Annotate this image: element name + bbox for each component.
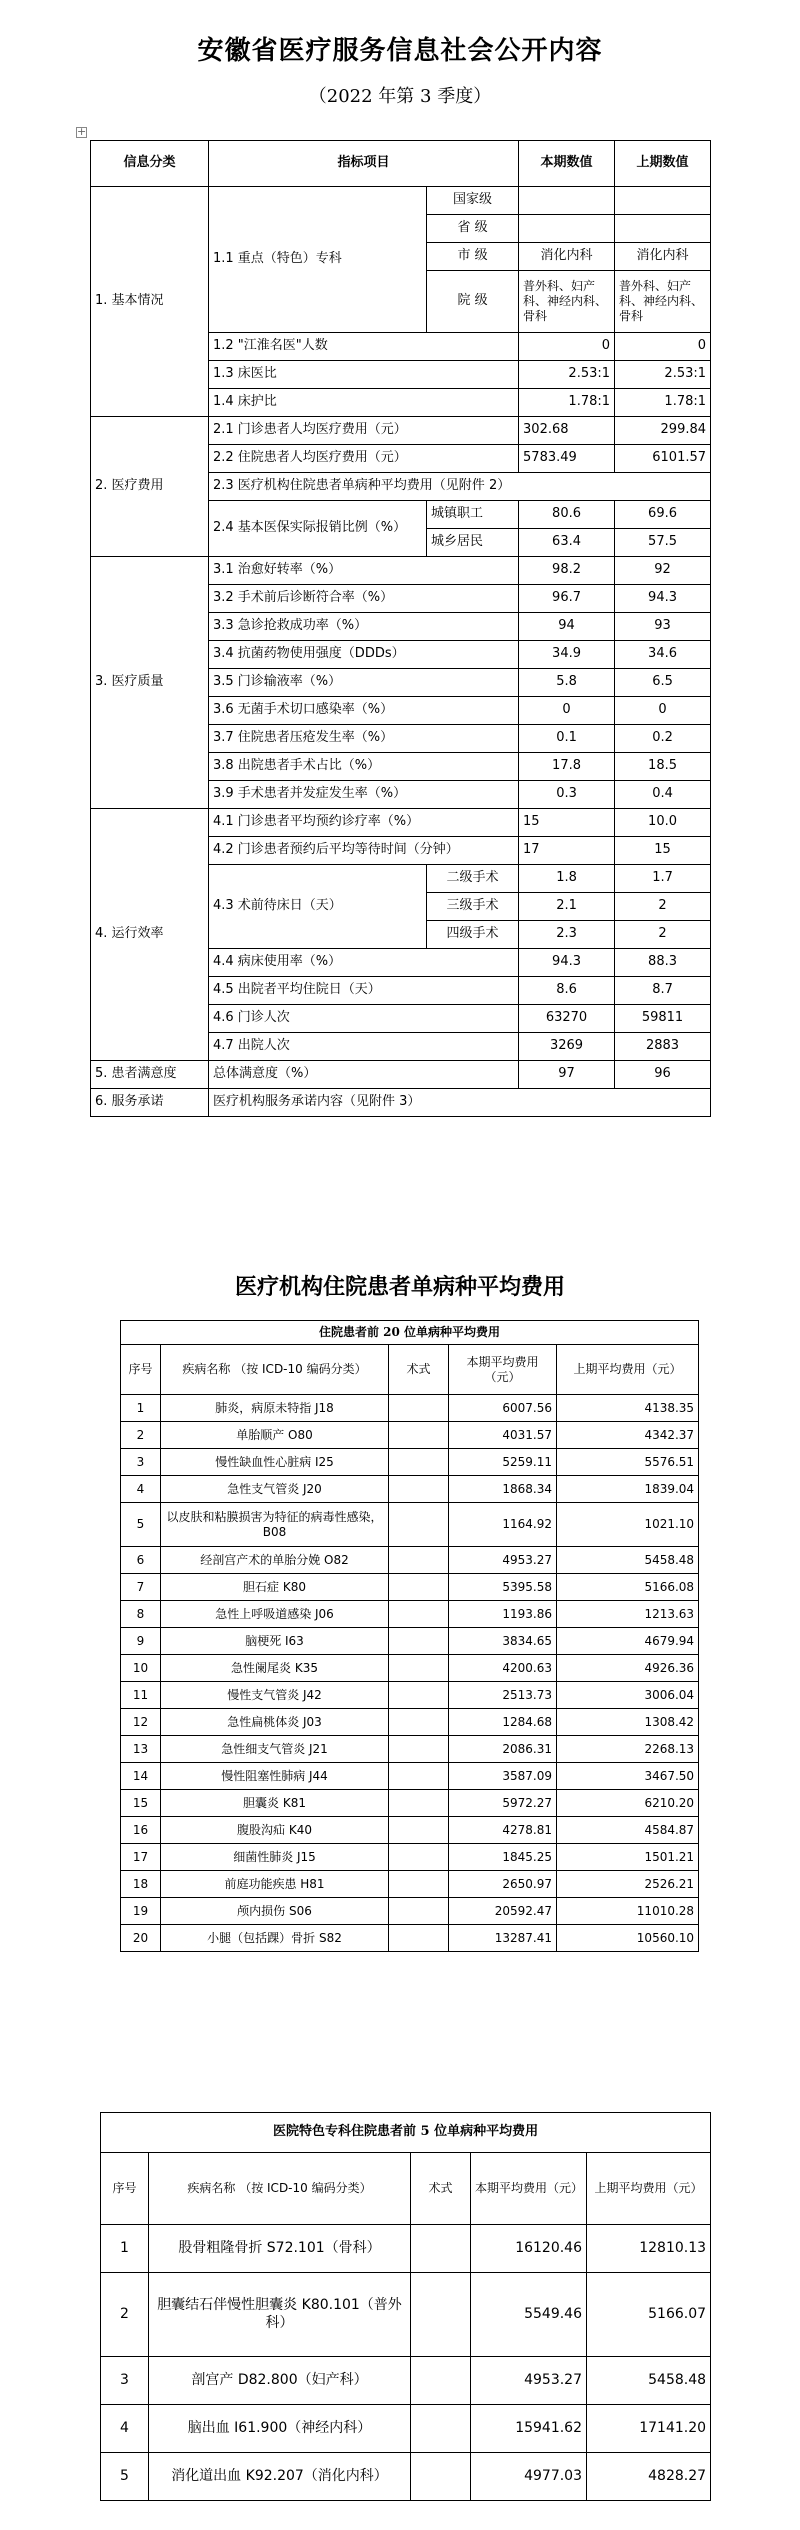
procedure [389, 1476, 449, 1503]
current-cost: 5972.27 [449, 1790, 557, 1817]
item-3-4: 3.4 抗菌药物使用强度（DDDs） [209, 641, 519, 669]
previous-cost: 4584.87 [557, 1817, 699, 1844]
value-current: 17 [519, 837, 615, 865]
item-3-9: 3.9 手术患者并发症发生率（%） [209, 781, 519, 809]
procedure [389, 1763, 449, 1790]
value-current: 17.8 [519, 753, 615, 781]
previous-cost: 11010.28 [557, 1898, 699, 1925]
row-number: 9 [121, 1628, 161, 1655]
disease-name: 颅内损伤 S06 [161, 1898, 389, 1925]
col-header-disease: 疾病名称 （按 ICD-10 编码分类） [149, 2153, 411, 2225]
level-province: 省 级 [427, 215, 519, 243]
item-4-7: 4.7 出院人次 [209, 1033, 519, 1061]
table-row [101, 2453, 711, 2501]
item-3-2: 3.2 手术前后诊断符合率（%） [209, 585, 519, 613]
value-previous: 299.84 [615, 417, 711, 445]
col-header-no: 序号 [101, 2153, 149, 2225]
value-current [519, 187, 615, 215]
value-previous: 69.6 [615, 501, 711, 529]
row-number: 2 [121, 1422, 161, 1449]
current-cost: 3587.09 [449, 1763, 557, 1790]
previous-cost: 3006.04 [557, 1682, 699, 1709]
procedure [389, 1422, 449, 1449]
row-number: 6 [121, 1547, 161, 1574]
table-row [101, 2357, 711, 2405]
col-header-disease: 疾病名称 （按 ICD-10 编码分类） [161, 1345, 389, 1395]
table-row [121, 1844, 699, 1871]
value-previous: 6.5 [615, 669, 711, 697]
value-current: 0.1 [519, 725, 615, 753]
procedure [389, 1709, 449, 1736]
current-cost: 4953.27 [471, 2357, 587, 2405]
info-table [90, 140, 711, 1117]
disease-name: 腹股沟疝 K40 [161, 1817, 389, 1844]
row-number: 14 [121, 1763, 161, 1790]
value-current: 96.7 [519, 585, 615, 613]
table-row [121, 1395, 699, 1422]
header-previous: 上期数值 [615, 141, 711, 187]
value-current: 98.2 [519, 557, 615, 585]
value-previous: 88.3 [615, 949, 711, 977]
item-3-5: 3.5 门诊输液率（%） [209, 669, 519, 697]
row-number: 1 [121, 1395, 161, 1422]
procedure [389, 1655, 449, 1682]
procedure [389, 1628, 449, 1655]
value-current: 2.1 [519, 893, 615, 921]
header-indicator: 指标项目 [209, 141, 519, 187]
procedure [389, 1503, 449, 1547]
item-1-3: 1.3 床医比 [209, 361, 519, 389]
value-current: 消化内科 [519, 243, 615, 271]
table-row [121, 1547, 699, 1574]
value-current: 0 [519, 697, 615, 725]
item-1-1: 1.1 重点（特色）专科 [209, 187, 427, 333]
row-number: 19 [121, 1898, 161, 1925]
subitem-level3-surgery: 三级手术 [427, 893, 519, 921]
value-previous: 93 [615, 613, 711, 641]
category-cost: 2. 医疗费用 [91, 417, 209, 557]
value-previous: 1.7 [615, 865, 711, 893]
disease-name: 胆囊结石伴慢性胆囊炎 K80.101（普外科） [149, 2273, 411, 2357]
disease-name: 急性扁桃体炎 J03 [161, 1709, 389, 1736]
row-number: 17 [121, 1844, 161, 1871]
specialty-disease-table [100, 2112, 711, 2501]
disease-name: 慢性阻塞性肺病 J44 [161, 1763, 389, 1790]
current-cost: 4953.27 [449, 1547, 557, 1574]
disease-name: 以皮肤和粘膜损害为特征的病毒性感染，B08 [161, 1503, 389, 1547]
procedure [389, 1898, 449, 1925]
value-current: 普外科、妇产科、神经内科、骨科 [519, 271, 615, 333]
category-commitment: 6. 服务承诺 [91, 1089, 209, 1117]
value-previous: 0.4 [615, 781, 711, 809]
row-number: 5 [101, 2453, 149, 2501]
row-number: 18 [121, 1871, 161, 1898]
value-previous [615, 215, 711, 243]
value-previous: 1.78:1 [615, 389, 711, 417]
disease-name: 前庭功能疾患 H81 [161, 1871, 389, 1898]
previous-cost: 2526.21 [557, 1871, 699, 1898]
row-number: 15 [121, 1790, 161, 1817]
current-cost: 16120.46 [471, 2225, 587, 2273]
item-4-5: 4.5 出院者平均住院日（天） [209, 977, 519, 1005]
disease-name: 急性阑尾炎 K35 [161, 1655, 389, 1682]
table-row [121, 1574, 699, 1601]
current-cost: 1193.86 [449, 1601, 557, 1628]
table-row [121, 1709, 699, 1736]
table-row [101, 2225, 711, 2273]
item-3-8: 3.8 出院患者手术占比（%） [209, 753, 519, 781]
procedure [389, 1395, 449, 1422]
value-previous: 57.5 [615, 529, 711, 557]
table-row [121, 1898, 699, 1925]
procedure [389, 1925, 449, 1952]
row-number: 5 [121, 1503, 161, 1547]
disease-name: 单胎顺产 O80 [161, 1422, 389, 1449]
disease-name: 胆囊炎 K81 [161, 1790, 389, 1817]
level-national: 国家级 [427, 187, 519, 215]
table-move-handle-icon[interactable]: + [77, 125, 87, 138]
value-current: 34.9 [519, 641, 615, 669]
col-header-procedure: 术式 [389, 1345, 449, 1395]
row-number: 1 [101, 2225, 149, 2273]
current-cost: 1868.34 [449, 1476, 557, 1503]
row-number: 4 [101, 2405, 149, 2453]
item-4-1: 4.1 门诊患者平均预约诊疗率（%） [209, 809, 519, 837]
value-current: 1.78:1 [519, 389, 615, 417]
current-cost: 13287.41 [449, 1925, 557, 1952]
current-cost: 5395.58 [449, 1574, 557, 1601]
previous-cost: 4828.27 [587, 2453, 711, 2501]
previous-cost: 1308.42 [557, 1709, 699, 1736]
value-previous: 2883 [615, 1033, 711, 1061]
current-cost: 1845.25 [449, 1844, 557, 1871]
value-previous: 94.3 [615, 585, 711, 613]
disease-name: 急性上呼吸道感染 J06 [161, 1601, 389, 1628]
value-current: 1.8 [519, 865, 615, 893]
col-header-no: 序号 [121, 1345, 161, 1395]
previous-cost: 4679.94 [557, 1628, 699, 1655]
row-number: 7 [121, 1574, 161, 1601]
value-current: 63270 [519, 1005, 615, 1033]
table-2-caption: 住院患者前 20 位单病种平均费用 [121, 1321, 699, 1345]
disease-name: 慢性支气管炎 J42 [161, 1682, 389, 1709]
page-subtitle: （2022 年第 3 季度） [308, 86, 492, 107]
value-previous: 0.2 [615, 725, 711, 753]
item-2-1: 2.1 门诊患者人均医疗费用（元） [209, 417, 519, 445]
disease-name: 急性支气管炎 J20 [161, 1476, 389, 1503]
subitem-level2-surgery: 二级手术 [427, 865, 519, 893]
table-row [121, 1925, 699, 1952]
previous-cost: 3467.50 [557, 1763, 699, 1790]
category-efficiency: 4. 运行效率 [91, 809, 209, 1061]
disease-name: 胆石症 K80 [161, 1574, 389, 1601]
procedure [389, 1601, 449, 1628]
previous-cost: 4926.36 [557, 1655, 699, 1682]
current-cost: 6007.56 [449, 1395, 557, 1422]
previous-cost: 10560.10 [557, 1925, 699, 1952]
value-previous: 96 [615, 1061, 711, 1089]
col-header-current-cost: 本期平均费用（元） [471, 2153, 587, 2225]
value-current: 15 [519, 809, 615, 837]
table-3-caption: 医院特色专科住院患者前 5 位单病种平均费用 [101, 2113, 711, 2153]
table-row [121, 1736, 699, 1763]
current-cost: 3834.65 [449, 1628, 557, 1655]
value-previous: 18.5 [615, 753, 711, 781]
table-row [101, 2273, 711, 2357]
disease-name: 脑梗死 I63 [161, 1628, 389, 1655]
value-current: 2.3 [519, 921, 615, 949]
procedure [411, 2453, 471, 2501]
previous-cost: 5458.48 [587, 2357, 711, 2405]
current-cost: 1164.92 [449, 1503, 557, 1547]
value-previous: 0 [615, 333, 711, 361]
table-row [121, 1763, 699, 1790]
procedure [411, 2225, 471, 2273]
row-number: 2 [101, 2273, 149, 2357]
table-row [121, 1817, 699, 1844]
value-previous: 2 [615, 921, 711, 949]
table-row [121, 1628, 699, 1655]
value-current [519, 215, 615, 243]
row-number: 20 [121, 1925, 161, 1952]
table-row [121, 1871, 699, 1898]
procedure [389, 1790, 449, 1817]
value-current: 94.3 [519, 949, 615, 977]
value-current: 63.4 [519, 529, 615, 557]
disease-name: 消化道出血 K92.207（消化内科） [149, 2453, 411, 2501]
subitem-urban-worker: 城镇职工 [427, 501, 519, 529]
procedure [411, 2405, 471, 2453]
table-row [121, 1476, 699, 1503]
current-cost: 5259.11 [449, 1449, 557, 1476]
previous-cost: 1021.10 [557, 1503, 699, 1547]
current-cost: 20592.47 [449, 1898, 557, 1925]
item-4-2: 4.2 门诊患者预约后平均等待时间（分钟） [209, 837, 519, 865]
previous-cost: 17141.20 [587, 2405, 711, 2453]
previous-cost: 4342.37 [557, 1422, 699, 1449]
disease-name: 急性细支气管炎 J21 [161, 1736, 389, 1763]
item-2-2: 2.2 住院患者人均医疗费用（元） [209, 445, 519, 473]
value-current: 2.53:1 [519, 361, 615, 389]
row-number: 3 [121, 1449, 161, 1476]
procedure [389, 1449, 449, 1476]
value-current: 5783.49 [519, 445, 615, 473]
value-previous: 8.7 [615, 977, 711, 1005]
row-number: 3 [101, 2357, 149, 2405]
row-number: 10 [121, 1655, 161, 1682]
subitem-level4-surgery: 四级手术 [427, 921, 519, 949]
disease-name: 剖宫产 D82.800（妇产科） [149, 2357, 411, 2405]
col-header-previous-cost: 上期平均费用（元） [557, 1345, 699, 1395]
previous-cost: 5576.51 [557, 1449, 699, 1476]
item-2-4: 2.4 基本医保实际报销比例（%） [209, 501, 427, 557]
row-number: 4 [121, 1476, 161, 1503]
item-1-2: 1.2 "江淮名医"人数 [209, 333, 519, 361]
previous-cost: 1839.04 [557, 1476, 699, 1503]
previous-cost: 4138.35 [557, 1395, 699, 1422]
disease-name: 细菌性肺炎 J15 [161, 1844, 389, 1871]
value-previous: 10.0 [615, 809, 711, 837]
disease-name: 经剖宫产术的单胎分娩 O82 [161, 1547, 389, 1574]
procedure [389, 1547, 449, 1574]
previous-cost: 12810.13 [587, 2225, 711, 2273]
value-previous: 92 [615, 557, 711, 585]
disease-name: 肺炎，病原未特指 J18 [161, 1395, 389, 1422]
current-cost: 4278.81 [449, 1817, 557, 1844]
row-number: 16 [121, 1817, 161, 1844]
value-previous: 2 [615, 893, 711, 921]
item-6: 医疗机构服务承诺内容（见附件 3） [209, 1089, 711, 1117]
current-cost: 4977.03 [471, 2453, 587, 2501]
row-number: 11 [121, 1682, 161, 1709]
subitem-urban-rural: 城乡居民 [427, 529, 519, 557]
table-row [121, 1682, 699, 1709]
procedure [389, 1844, 449, 1871]
col-header-current-cost: 本期平均费用（元） [449, 1345, 557, 1395]
level-city: 市 级 [427, 243, 519, 271]
value-current: 94 [519, 613, 615, 641]
previous-cost: 5166.07 [587, 2273, 711, 2357]
item-1-4: 1.4 床护比 [209, 389, 519, 417]
table-row [121, 1655, 699, 1682]
table-row [121, 1601, 699, 1628]
procedure [389, 1736, 449, 1763]
item-4-3: 4.3 术前待床日（天） [209, 865, 427, 949]
table-row [121, 1503, 699, 1547]
procedure [389, 1682, 449, 1709]
row-number: 13 [121, 1736, 161, 1763]
item-4-6: 4.6 门诊人次 [209, 1005, 519, 1033]
item-3-1: 3.1 治愈好转率（%） [209, 557, 519, 585]
disease-name: 股骨粗隆骨折 S72.101（骨科） [149, 2225, 411, 2273]
previous-cost: 1501.21 [557, 1844, 699, 1871]
table-row [121, 1790, 699, 1817]
value-previous: 34.6 [615, 641, 711, 669]
previous-cost: 5458.48 [557, 1547, 699, 1574]
section-2-title: 医疗机构住院患者单病种平均费用 [234, 1274, 565, 1300]
value-previous: 59811 [615, 1005, 711, 1033]
item-5: 总体满意度（%） [209, 1061, 519, 1089]
value-current: 97 [519, 1061, 615, 1089]
current-cost: 4200.63 [449, 1655, 557, 1682]
previous-cost: 2268.13 [557, 1736, 699, 1763]
value-previous: 0 [615, 697, 711, 725]
category-satisfaction: 5. 患者满意度 [91, 1061, 209, 1089]
row-number: 12 [121, 1709, 161, 1736]
value-current: 80.6 [519, 501, 615, 529]
item-4-4: 4.4 病床使用率（%） [209, 949, 519, 977]
table-row [101, 2405, 711, 2453]
row-number: 8 [121, 1601, 161, 1628]
value-previous: 15 [615, 837, 711, 865]
disease-name: 脑出血 I61.900（神经内科） [149, 2405, 411, 2453]
current-cost: 2086.31 [449, 1736, 557, 1763]
disease-name: 慢性缺血性心脏病 I25 [161, 1449, 389, 1476]
value-current: 302.68 [519, 417, 615, 445]
value-current: 0.3 [519, 781, 615, 809]
current-cost: 15941.62 [471, 2405, 587, 2453]
current-cost: 2650.97 [449, 1871, 557, 1898]
col-header-procedure: 术式 [411, 2153, 471, 2225]
value-previous [615, 187, 711, 215]
page-title: 安徽省医疗服务信息社会公开内容 [197, 36, 603, 66]
header-category: 信息分类 [91, 141, 209, 187]
value-previous: 消化内科 [615, 243, 711, 271]
value-current: 5.8 [519, 669, 615, 697]
item-3-6: 3.6 无菌手术切口感染率（%） [209, 697, 519, 725]
table-row [121, 1449, 699, 1476]
current-cost: 1284.68 [449, 1709, 557, 1736]
disease-name: 小腿（包括踝）骨折 S82 [161, 1925, 389, 1952]
current-cost: 2513.73 [449, 1682, 557, 1709]
value-current: 0 [519, 333, 615, 361]
value-previous: 普外科、妇产科、神经内科、骨科 [615, 271, 711, 333]
previous-cost: 6210.20 [557, 1790, 699, 1817]
category-quality: 3. 医疗质量 [91, 557, 209, 809]
procedure [411, 2357, 471, 2405]
procedure [411, 2273, 471, 2357]
single-disease-table [120, 1320, 699, 1952]
previous-cost: 5166.08 [557, 1574, 699, 1601]
procedure [389, 1871, 449, 1898]
value-current: 8.6 [519, 977, 615, 1005]
procedure [389, 1574, 449, 1601]
procedure [389, 1817, 449, 1844]
previous-cost: 1213.63 [557, 1601, 699, 1628]
current-cost: 5549.46 [471, 2273, 587, 2357]
level-hospital: 院 级 [427, 271, 519, 333]
header-current: 本期数值 [519, 141, 615, 187]
table-row [121, 1422, 699, 1449]
value-previous: 2.53:1 [615, 361, 711, 389]
col-header-previous-cost: 上期平均费用（元） [587, 2153, 711, 2225]
item-3-7: 3.7 住院患者压疮发生率（%） [209, 725, 519, 753]
item-3-3: 3.3 急诊抢救成功率（%） [209, 613, 519, 641]
value-previous: 6101.57 [615, 445, 711, 473]
category-basic: 1. 基本情况 [91, 187, 209, 417]
value-current: 3269 [519, 1033, 615, 1061]
item-2-3: 2.3 医疗机构住院患者单病种平均费用（见附件 2） [209, 473, 711, 501]
current-cost: 4031.57 [449, 1422, 557, 1449]
